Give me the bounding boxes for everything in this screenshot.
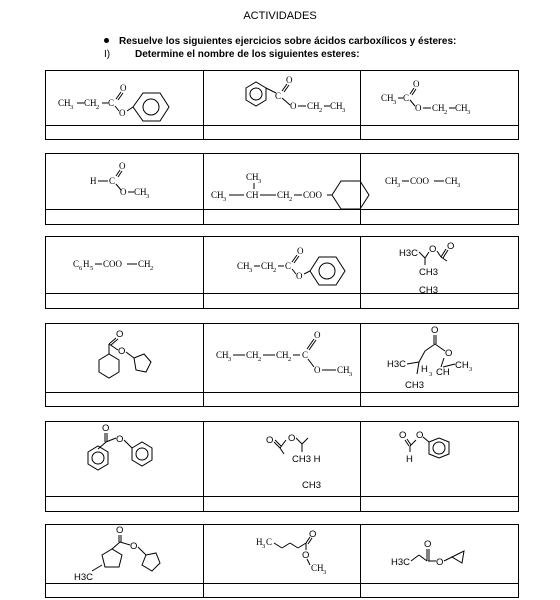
atom-label: CH [336,365,350,375]
svg-text:2: 2 [272,267,276,274]
svg-text:3: 3 [429,371,433,378]
atom-label: CH [445,176,458,186]
molecule-cell-3-1 [46,237,204,296]
answer-cell-2-3[interactable] [361,210,518,224]
exercise-row-2 [45,153,519,225]
atom-label: H [90,176,97,186]
svg-text:O: O [424,539,432,550]
answer-cell-6-3[interactable] [361,584,518,597]
atom-label: CH3 [419,285,439,296]
svg-text:3: 3 [348,371,352,378]
answer-cell-6-2[interactable] [204,584,362,597]
molecule-cell-2-1 [46,154,204,212]
atom-label: O [295,271,303,281]
svg-text:O: O [399,430,407,441]
svg-text:3: 3 [70,104,74,111]
molecule-cell-3-2 [204,237,362,296]
atom-label: CH [381,93,394,103]
answer-cell-1-2[interactable] [204,126,362,139]
molecule-cell-4-2 [204,324,362,395]
svg-text:2: 2 [150,265,154,272]
svg-text:6: 6 [79,265,83,272]
molecule-cell-5-1 [46,422,204,499]
atom-label: CH [236,261,250,271]
atom-label: O [120,83,127,93]
atom-label: O [119,161,126,171]
answer-cell-2-2[interactable] [204,210,362,224]
svg-text:O: O [265,435,274,446]
svg-text:O: O [429,244,437,255]
svg-text:O: O [116,434,124,445]
atom-label: CH3 [405,380,425,391]
molecule-4-1-drawing [46,324,194,395]
svg-text:O: O [102,423,110,434]
exercise-row-1 [45,70,519,140]
svg-text:O: O [130,541,138,552]
molecule-cell-6-1 [46,525,204,586]
svg-text:3: 3 [227,356,231,363]
atom-label: H [421,364,429,375]
atom-label: C [284,261,291,271]
atom-label: C [403,93,410,103]
molecule-6-1-drawing [46,525,194,586]
molecule-3-3-drawing [361,237,499,296]
molecule-cell-6-3 [361,525,518,586]
answer-cell-4-3[interactable] [361,393,518,406]
answer-cell-5-1[interactable] [46,497,204,511]
exercise-statement [104,36,456,47]
molecule-cell-5-3 [361,422,518,499]
atom-label: CH [58,98,71,108]
svg-text:2: 2 [288,196,292,203]
atom-label: O [413,79,420,89]
svg-text:3: 3 [257,178,261,185]
svg-text:O: O [308,529,317,540]
answer-cell-4-1[interactable] [46,393,204,406]
molecule-cell-3-3 [361,237,518,296]
atom-label: CH [455,103,468,113]
atom-label: CH [436,367,451,378]
svg-text:3: 3 [146,193,150,200]
svg-text:O: O [287,433,296,444]
svg-text:2: 2 [96,104,100,111]
molecule-2-3-drawing [361,154,499,212]
svg-text:3: 3 [469,366,473,373]
atom-label: H3C [387,359,407,370]
svg-text:O: O [118,346,126,357]
instruction-line [104,49,360,60]
atom-label: CH [215,350,229,360]
atom-label: H [255,537,263,547]
exercise-row-5 [45,421,519,512]
atom-label: C [73,259,80,269]
svg-text:CH: CH [455,360,470,371]
atom-label: CH [385,176,398,186]
atom-label: O [120,187,127,197]
atom-label: O [313,365,321,375]
answer-cell-5-2[interactable] [204,497,362,511]
atom-label: CH [276,190,290,200]
svg-text:3: 3 [222,196,226,203]
atom-label: H3C [391,557,411,568]
atom-label: CH3 [301,480,321,491]
atom-label: COO [302,190,322,200]
svg-text:3: 3 [248,267,252,274]
atom-label: CH [310,563,324,573]
atom-label: CH [84,98,97,108]
atom-label: CH [134,187,147,197]
molecule-cell-5-2 [204,422,362,499]
atom-label: CH [306,101,320,111]
svg-text:O: O [116,329,124,340]
molecule-4-3-drawing [361,324,499,395]
molecule-6-3-drawing [361,525,499,586]
svg-text:H: H [83,259,90,269]
molecule-2-1-drawing [46,154,194,212]
answer-cell-3-3[interactable] [361,294,518,308]
molecule-cell-1-3 [361,71,518,128]
answer-cell-1-1[interactable] [46,126,204,139]
molecule-1-2-drawing [204,71,352,128]
molecule-1-3-drawing [361,71,499,128]
atom-label: H3C [399,248,419,259]
svg-text:2: 2 [444,109,448,116]
svg-text:O: O [116,525,124,536]
bullet-icon [104,38,109,43]
svg-text:O: O [301,550,310,561]
svg-text:3: 3 [467,109,471,116]
atom-label: C [109,176,116,186]
molecule-3-1-drawing [46,237,194,296]
svg-text:3: 3 [397,182,401,189]
molecule-cell-6-2 [204,525,362,586]
atom-label: CH3 H [291,454,321,465]
svg-text:3: 3 [322,569,326,576]
svg-text:O: O [436,557,444,568]
atom-label: C [108,98,115,108]
svg-text:2: 2 [287,356,291,363]
exercise-row-3 [45,236,519,309]
svg-text:3: 3 [261,543,265,550]
svg-text:C: C [265,537,272,547]
answer-cell-5-3[interactable] [361,497,518,511]
svg-text:O: O [416,430,424,441]
atom-label: CH [329,101,343,111]
molecule-cell-4-3 [361,324,518,395]
roman-numeral: I) [104,49,111,60]
molecule-cell-1-1 [46,71,204,128]
atom-label: O [289,101,297,111]
atom-label: CH [275,350,289,360]
atom-label: H [406,454,414,465]
atom-label: CH [432,103,445,113]
answer-cell-2-1[interactable] [46,210,204,224]
atom-label: CH [245,190,259,200]
molecule-cell-2-3 [361,154,518,212]
atom-label: O [119,108,126,118]
atom-label: COO [410,176,430,186]
atom-label: COO [103,259,123,269]
svg-text:3: 3 [393,99,397,106]
atom-label: CH [245,172,259,182]
molecule-5-3-drawing [361,422,499,499]
page-title: ACTIVIDADES [243,10,317,22]
svg-text:2: 2 [318,107,322,114]
molecule-cell-4-1 [46,324,204,395]
molecule-cell-2-2 [204,154,362,212]
atom-label: O [415,103,422,113]
svg-text:5: 5 [90,265,94,272]
molecule-1-1-drawing [46,71,194,128]
atom-label: C [274,91,281,101]
svg-text:3: 3 [341,107,345,114]
atom-label: CH [138,259,151,269]
exercise-statement-text: Resuelve los siguientes ejercicios sobre ácidos carboxílicos y ésteres: [119,36,457,47]
svg-text:O: O [447,241,455,252]
atom-label: CH [245,350,259,360]
instruction-text: Determine el nombre de los siguientes esteres: [135,49,360,60]
molecule-5-1-drawing [46,422,194,499]
atom-label: O [296,246,304,256]
answer-cell-1-3[interactable] [361,126,518,139]
svg-text:2: 2 [257,356,261,363]
answer-cell-3-2[interactable] [204,294,362,308]
exercise-row-6 [45,524,519,598]
answer-cell-4-2[interactable] [204,393,362,406]
atom-label: O [445,348,453,359]
exercise-row-4 [45,323,519,407]
answer-cell-6-1[interactable] [46,584,204,597]
atom-label: CH [260,261,274,271]
atom-label: O [431,325,439,336]
svg-text:3: 3 [457,182,461,189]
molecule-cell-1-2 [204,71,362,128]
atom-label: O [313,330,321,340]
atom-label: CH [210,190,224,200]
atom-label: H3C [74,572,94,583]
atom-label: C [301,350,308,360]
atom-label: O [285,75,293,85]
atom-label: CH3 [419,267,439,278]
answer-cell-3-1[interactable] [46,294,204,308]
